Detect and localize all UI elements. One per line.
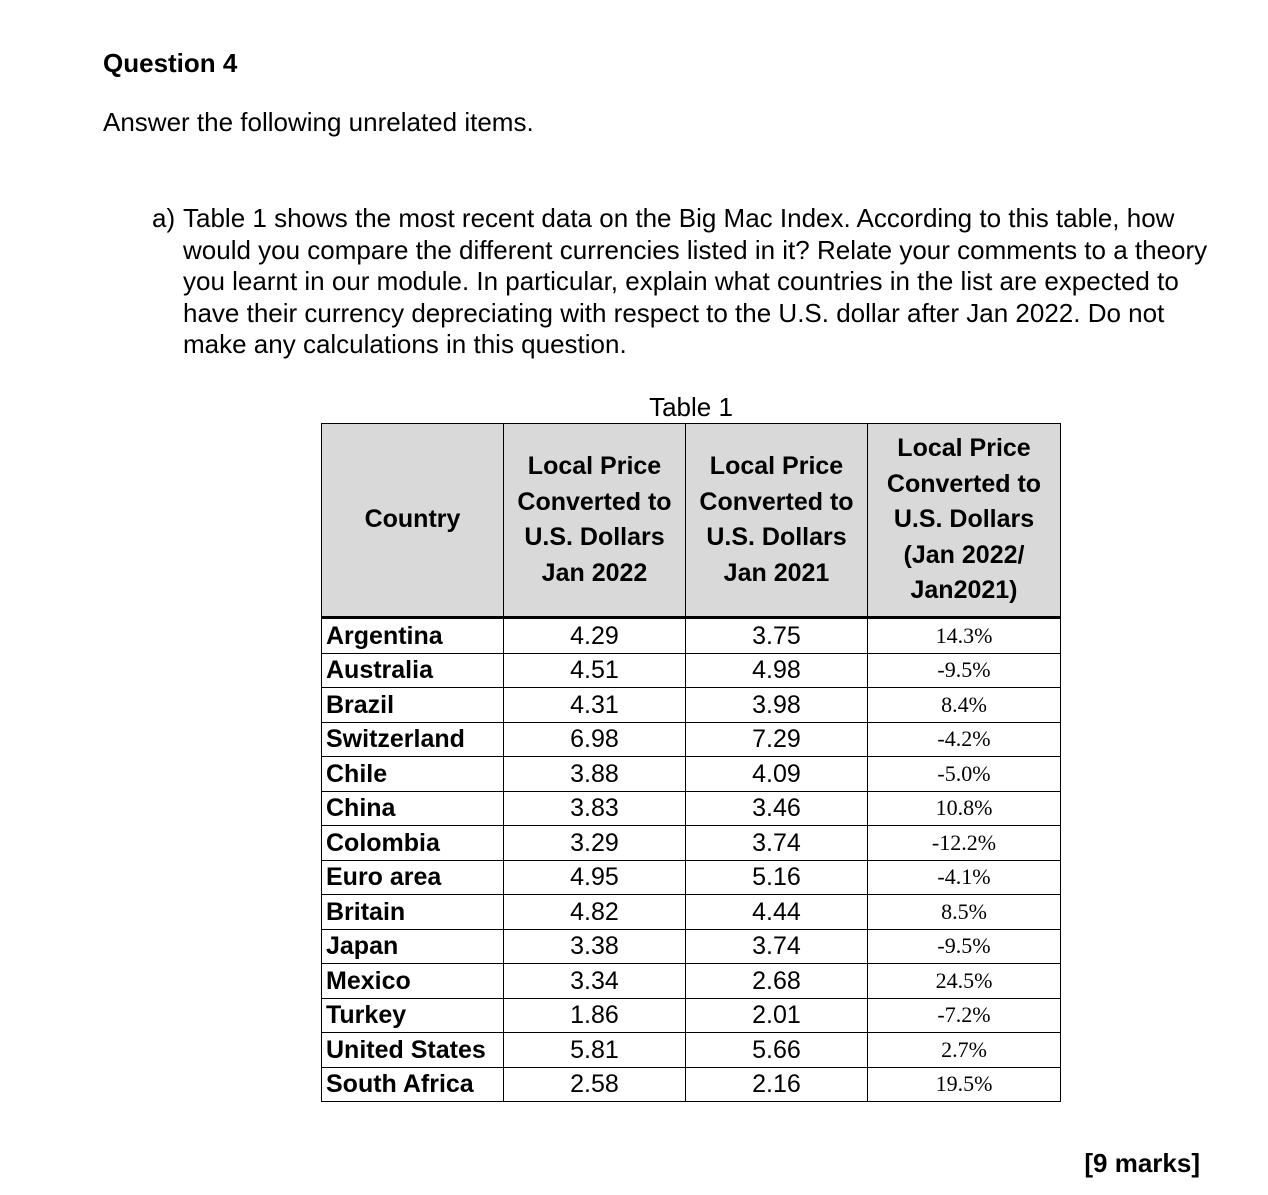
cell-country: South Africa <box>322 1067 504 1102</box>
header-change-text: Local Price Converted to U.S. Dollars (Jan 2022/ Jan2021) <box>886 434 1042 605</box>
cell-change: 10.8% <box>868 791 1061 826</box>
cell-change: -12.2% <box>868 826 1061 861</box>
cell-change: -7.2% <box>868 998 1061 1033</box>
cell-jan2021: 2.01 <box>686 998 868 1033</box>
cell-jan2021: 2.68 <box>686 964 868 999</box>
cell-country: Argentina <box>322 618 504 654</box>
cell-jan2022: 3.29 <box>504 826 686 861</box>
cell-country: Mexico <box>322 964 504 999</box>
cell-country: Switzerland <box>322 722 504 757</box>
table-row <box>322 791 1061 826</box>
cell-jan2021: 3.75 <box>686 618 868 654</box>
cell-change: -9.5% <box>868 929 1061 964</box>
cell-jan2022: 3.34 <box>504 964 686 999</box>
cell-jan2021: 4.98 <box>686 653 868 688</box>
table-row <box>322 895 1061 930</box>
cell-country: China <box>322 791 504 826</box>
cell-jan2022: 5.81 <box>504 1033 686 1068</box>
table-row <box>322 722 1061 757</box>
cell-country: Colombia <box>322 826 504 861</box>
cell-jan2022: 3.38 <box>504 929 686 964</box>
cell-country: Turkey <box>322 998 504 1033</box>
cell-jan2021: 4.09 <box>686 757 868 792</box>
cell-jan2021: 3.74 <box>686 929 868 964</box>
question-heading: Question 4 <box>103 48 238 78</box>
cell-change: 14.3% <box>868 618 1061 654</box>
table-row <box>322 929 1061 964</box>
table-row <box>322 826 1061 861</box>
cell-change: 8.4% <box>868 688 1061 723</box>
table-row <box>322 1067 1061 1102</box>
header-jan2022 <box>504 424 686 618</box>
cell-country: Australia <box>322 653 504 688</box>
cell-jan2022: 4.51 <box>504 653 686 688</box>
cell-change: 2.7% <box>868 1033 1061 1068</box>
cell-change: 19.5% <box>868 1067 1061 1102</box>
cell-jan2022: 4.29 <box>504 618 686 654</box>
cell-jan2022: 4.82 <box>504 895 686 930</box>
cell-jan2022: 3.83 <box>504 791 686 826</box>
cell-change: -5.0% <box>868 757 1061 792</box>
table-row <box>322 618 1061 654</box>
table-caption: Table 1 <box>649 392 733 422</box>
item-a-text: Table 1 shows the most recent data on the Big Mac Index. According to this table, how would you compare the different currencies listed in it? Relate your comments to a theory you learnt in our module. In particular, explain what countries in the list are expected to have their currency depreciating with respect to the U.S. dollar after Jan 2022. Do not make any calculations in this question. <box>183 203 1208 359</box>
table-row <box>322 964 1061 999</box>
cell-country: Britain <box>322 895 504 930</box>
question-intro: Answer the following unrelated items. <box>103 107 534 137</box>
cell-jan2021: 7.29 <box>686 722 868 757</box>
cell-country: Brazil <box>322 688 504 723</box>
cell-country: Japan <box>322 929 504 964</box>
item-a-label: a) <box>152 203 176 233</box>
cell-jan2021: 5.16 <box>686 860 868 895</box>
cell-change: 24.5% <box>868 964 1061 999</box>
cell-jan2022: 3.88 <box>504 757 686 792</box>
cell-jan2022: 1.86 <box>504 998 686 1033</box>
cell-jan2022: 4.95 <box>504 860 686 895</box>
table-header-row <box>322 424 1061 618</box>
cell-jan2021: 3.98 <box>686 688 868 723</box>
header-jan2022-text: Local Price Converted to U.S. Dollars Jan 2022 <box>517 452 672 587</box>
marks-label: [9 marks] <box>1084 1148 1200 1178</box>
table-row <box>322 1033 1061 1068</box>
cell-jan2022: 4.31 <box>504 688 686 723</box>
cell-jan2021: 2.16 <box>686 1067 868 1102</box>
cell-jan2021: 4.44 <box>686 895 868 930</box>
header-change <box>868 424 1061 618</box>
table-row <box>322 757 1061 792</box>
cell-change: -9.5% <box>868 653 1061 688</box>
cell-jan2021: 3.46 <box>686 791 868 826</box>
table-row <box>322 653 1061 688</box>
table-row <box>322 860 1061 895</box>
cell-country: Chile <box>322 757 504 792</box>
table-row <box>322 998 1061 1033</box>
big-mac-table <box>321 423 1061 1102</box>
cell-country: Euro area <box>322 860 504 895</box>
item-a <box>152 203 1232 361</box>
cell-jan2022: 6.98 <box>504 722 686 757</box>
cell-change: 8.5% <box>868 895 1061 930</box>
header-jan2021 <box>686 424 868 618</box>
cell-change: -4.2% <box>868 722 1061 757</box>
cell-change: -4.1% <box>868 860 1061 895</box>
cell-jan2022: 2.58 <box>504 1067 686 1102</box>
header-country: Country <box>322 424 504 618</box>
cell-jan2021: 3.74 <box>686 826 868 861</box>
header-jan2021-text: Local Price Converted to U.S. Dollars Jan 2021 <box>699 452 854 587</box>
cell-jan2021: 5.66 <box>686 1033 868 1068</box>
cell-country: United States <box>322 1033 504 1068</box>
table-row <box>322 688 1061 723</box>
